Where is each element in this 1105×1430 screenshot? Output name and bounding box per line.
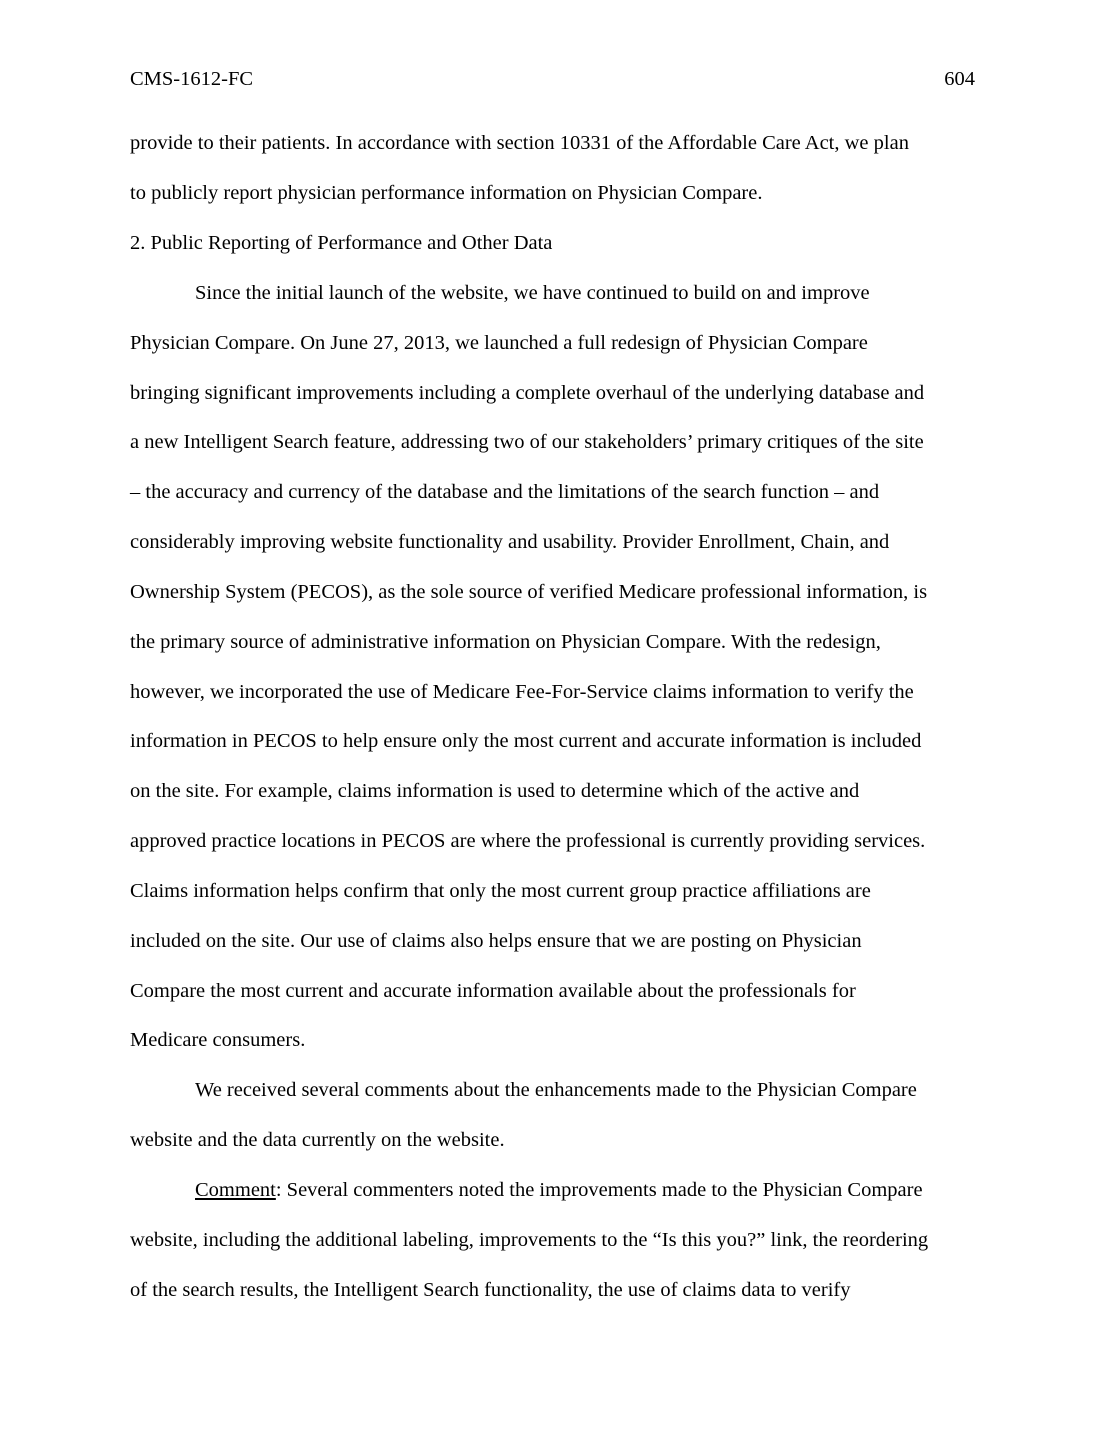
comment-label: Comment	[195, 1179, 276, 1201]
text-line: information in PECOS to help ensure only the most current and accurate information is included	[130, 730, 922, 752]
text-line: the primary source of administrative information on Physician Compare. With the redesign,	[130, 631, 881, 653]
text-line: – the accuracy and currency of the database and the limitations of the search function – and	[130, 481, 880, 503]
text-line: Claims information helps confirm that only the most current group practice affiliations are	[130, 880, 871, 902]
text-line: Physician Compare. On June 27, 2013, we launched a full redesign of Physician Compare	[130, 332, 868, 354]
section-heading: 2. Public Reporting of Performance and Other Data	[130, 232, 553, 254]
text-line: of the search results, the Intelligent Search functionality, the use of claims data to verify	[130, 1279, 851, 1301]
text-line: Ownership System (PECOS), as the sole source of verified Medicare professional information, is	[130, 581, 928, 603]
text-line: We received several comments about the enhancements made to the Physician Compare	[195, 1079, 917, 1101]
text-line: bringing significant improvements including a complete overhaul of the underlying database and	[130, 382, 925, 404]
text-line: however, we incorporated the use of Medicare Fee-For-Service claims information to verify the	[130, 681, 914, 703]
text-line: on the site. For example, claims information is used to determine which of the active and	[130, 780, 860, 802]
comment-text: : Several commenters noted the improvements made to the Physician Compare	[275, 1179, 923, 1201]
text-line: Medicare consumers.	[130, 1029, 306, 1051]
text-line: Compare the most current and accurate information available about the professionals for	[130, 980, 856, 1002]
text-line: a new Intelligent Search feature, addressing two of our stakeholders’ primary critiques of the site	[130, 431, 924, 453]
document-id: CMS-1612-FC	[130, 68, 254, 90]
text-line: website, including the additional labeling, improvements to the “Is this you?” link, the reordering	[130, 1229, 929, 1251]
text-line: website and the data currently on the website.	[130, 1129, 505, 1151]
text-line: provide to their patients. In accordance with section 10331 of the Affordable Care Act, we plan	[130, 132, 909, 154]
text-line: approved practice locations in PECOS are where the professional is currently providing services.	[130, 830, 926, 852]
comment-line	[195, 1177, 923, 1203]
text-line: to publicly report physician performance information on Physician Compare.	[130, 182, 763, 204]
text-line: considerably improving website functionality and usability. Provider Enrollment, Chain, and	[130, 531, 890, 553]
page-number: 604	[944, 68, 975, 90]
text-line: included on the site. Our use of claims also helps ensure that we are posting on Physician	[130, 930, 862, 952]
text-line: Since the initial launch of the website, we have continued to build on and improve	[195, 282, 870, 304]
